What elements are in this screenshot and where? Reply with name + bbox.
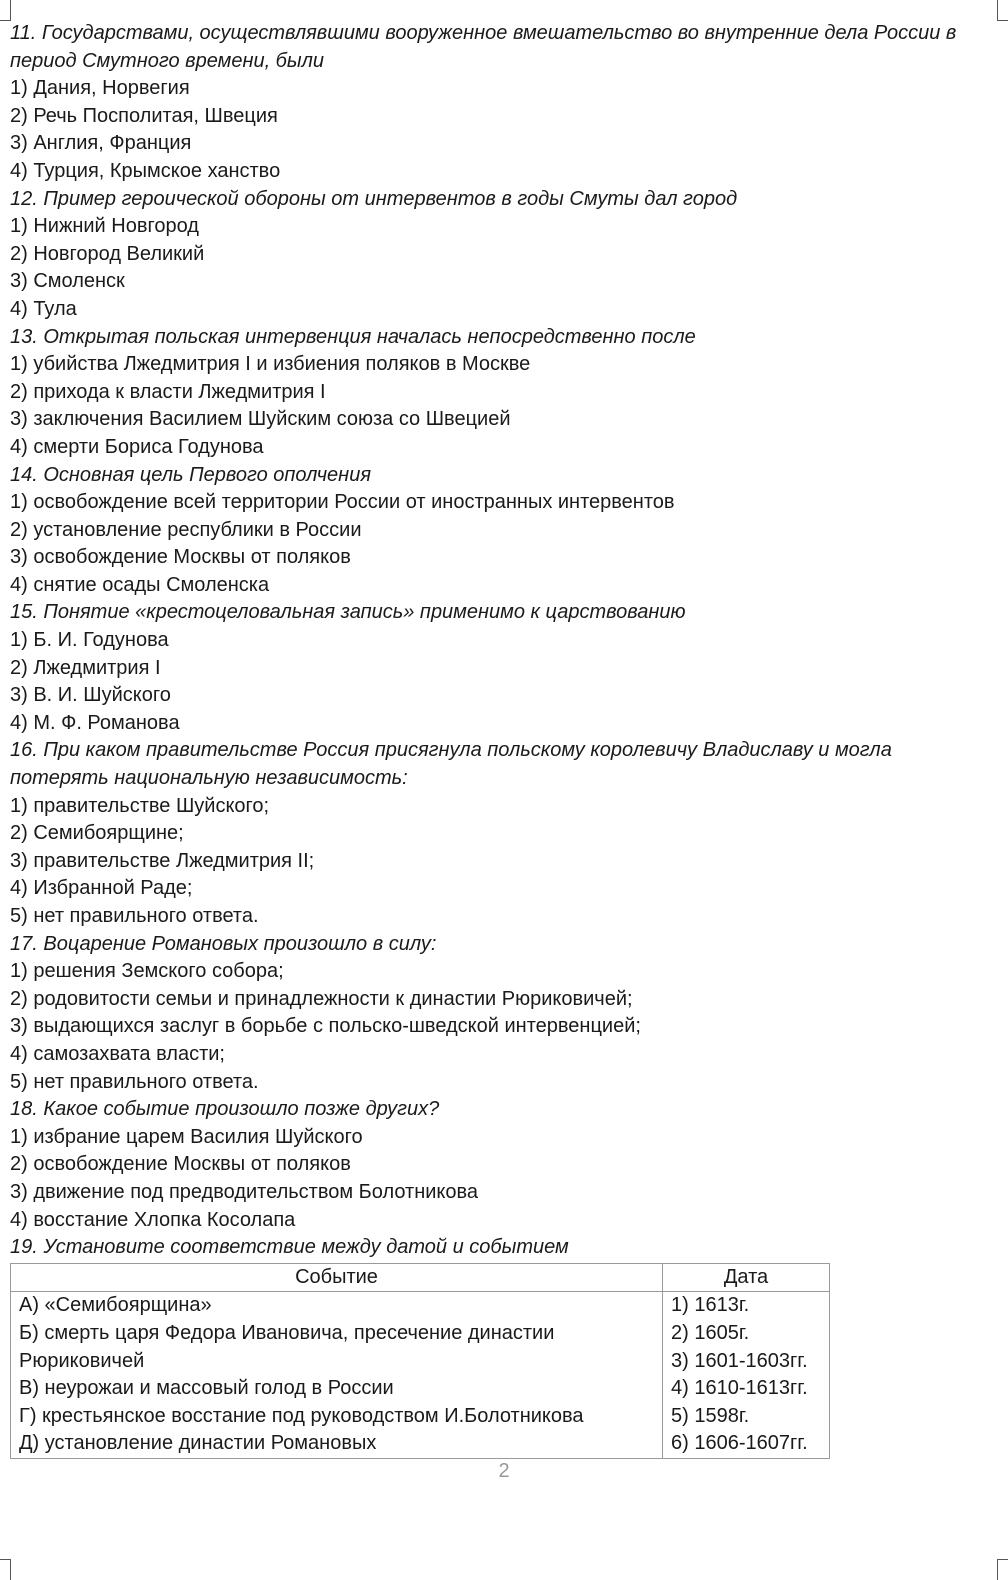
crop-mark-bottom-left — [0, 1559, 11, 1580]
event-line: В) неурожаи и массовый голод в России — [19, 1377, 394, 1400]
event-line: Г) крестьянское восстание под руководством И.Болотникова — [19, 1404, 584, 1427]
crop-mark-bottom-right — [997, 1559, 1008, 1580]
event-line: Б) смерть царя Федора Ивановича, пресечение династии — [19, 1321, 555, 1344]
document-body — [10, 20, 990, 1459]
table-row — [11, 1292, 830, 1459]
question-text: 11. Государствами, осуществлявшими вооруженное вмешательство во внутренние дела России в период Смутного времени, были — [10, 22, 957, 72]
answer-option: 5) нет правильного ответа. — [10, 1070, 259, 1093]
dates-cell — [663, 1292, 830, 1459]
header-date: Дата — [663, 1263, 830, 1292]
matching-table — [10, 1263, 830, 1459]
answer-option: 4) снятие осады Смоленска — [10, 573, 270, 596]
question-text: 13. Открытая польская интервенция началась непосредственно после — [10, 325, 696, 348]
answer-option: 4) восстание Хлопка Косолапа — [10, 1208, 296, 1231]
answer-option: 1) Нижний Новгород — [10, 215, 199, 238]
answer-option: 2) родовитости семьи и принадлежности к династии Рюриковичей; — [10, 987, 633, 1010]
answer-option: 1) освобождение всей территории России от иностранных интервентов — [10, 491, 675, 514]
answer-option: 4) М. Ф. Романова — [10, 711, 180, 734]
answer-option: 3) заключения Василием Шуйским союза со Швецией — [10, 408, 511, 431]
date-line: 2) 1605г. — [671, 1321, 750, 1344]
header-event: Событие — [11, 1263, 663, 1292]
answer-option: 2) Речь Посполитая, Швеция — [10, 104, 278, 127]
answer-option: 4) Турция, Крымское ханство — [10, 159, 281, 182]
page-number: 2 — [498, 1460, 510, 1482]
events-cell — [11, 1292, 663, 1459]
date-line: 5) 1598г. — [671, 1404, 750, 1427]
answer-option: 4) смерти Бориса Годунова — [10, 435, 264, 458]
answer-option: 3) Англия, Франция — [10, 132, 192, 155]
answer-option: 3) правительстве Лжедмитрия II; — [10, 849, 315, 872]
answer-option: 1) Дания, Норвегия — [10, 77, 190, 100]
answer-option: 2) установление республики в России — [10, 518, 362, 541]
question-text: 15. Понятие «крестоцеловальная запись» применимо к царствованию — [10, 601, 686, 624]
event-line: Д) установление династии Романовых — [19, 1432, 377, 1455]
question-list — [10, 20, 990, 1262]
answer-option: 1) избрание царем Василия Шуйского — [10, 1125, 363, 1148]
question-text: 19. Установите соответствие между датой и событием — [10, 1236, 569, 1259]
event-line: Рюриковичей — [19, 1349, 145, 1372]
crop-mark-top-right — [997, 0, 1008, 21]
answer-option: 1) убийства Лжедмитрия I и избиения поляков в Москве — [10, 353, 531, 376]
question-text: 12. Пример героической обороны от интервентов в годы Смуты дал город — [10, 187, 738, 210]
date-line: 6) 1606-1607гг. — [671, 1432, 808, 1455]
answer-option: 2) прихода к власти Лжедмитрия I — [10, 380, 326, 403]
answer-option: 3) В. И. Шуйского — [10, 684, 171, 707]
answer-option: 4) Тула — [10, 297, 77, 320]
answer-option: 1) решения Земского собора; — [10, 960, 284, 983]
question-text: 16. При каком правительстве Россия присягнула польскому королевичу Владиславу и могла потерять национальную независимость: — [10, 739, 892, 790]
answer-option: 2) Лжедмитрия I — [10, 656, 161, 679]
answer-option: 3) освобождение Москвы от поляков — [10, 546, 351, 569]
table-header-row — [11, 1263, 830, 1292]
question-text: 18. Какое событие произошло позже других? — [10, 1098, 440, 1121]
answer-option: 3) выдающихся заслуг в борьбе с польско-шведской интервенцией; — [10, 1015, 641, 1038]
answer-option: 4) самозахвата власти; — [10, 1042, 225, 1065]
answer-option: 5) нет правильного ответа. — [10, 905, 259, 927]
date-line: 3) 1601-1603гг. — [671, 1349, 808, 1372]
question-text: 14. Основная цель Первого ополчения — [10, 463, 371, 486]
question-text: 17. Воцарение Романовых произошло в силу: — [10, 932, 437, 955]
date-line: 4) 1610-1613гг. — [671, 1377, 808, 1400]
answer-option: 3) движение под предводительством Болотникова — [10, 1180, 479, 1203]
answer-option: 1) Б. И. Годунова — [10, 629, 169, 652]
event-line: А) «Семибоярщина» — [19, 1294, 212, 1317]
date-line: 1) 1613г. — [671, 1294, 750, 1317]
answer-option: 4) Избранной Раде; — [10, 877, 193, 900]
answer-option: 2) освобождение Москвы от поляков — [10, 1153, 351, 1176]
crop-mark-top-left — [0, 0, 11, 21]
answer-option: 3) Смоленск — [10, 270, 125, 293]
answer-option: 1) правительстве Шуйского; — [10, 794, 270, 817]
answer-option: 2) Семибоярщине; — [10, 822, 184, 845]
answer-option: 2) Новгород Великий — [10, 242, 205, 265]
